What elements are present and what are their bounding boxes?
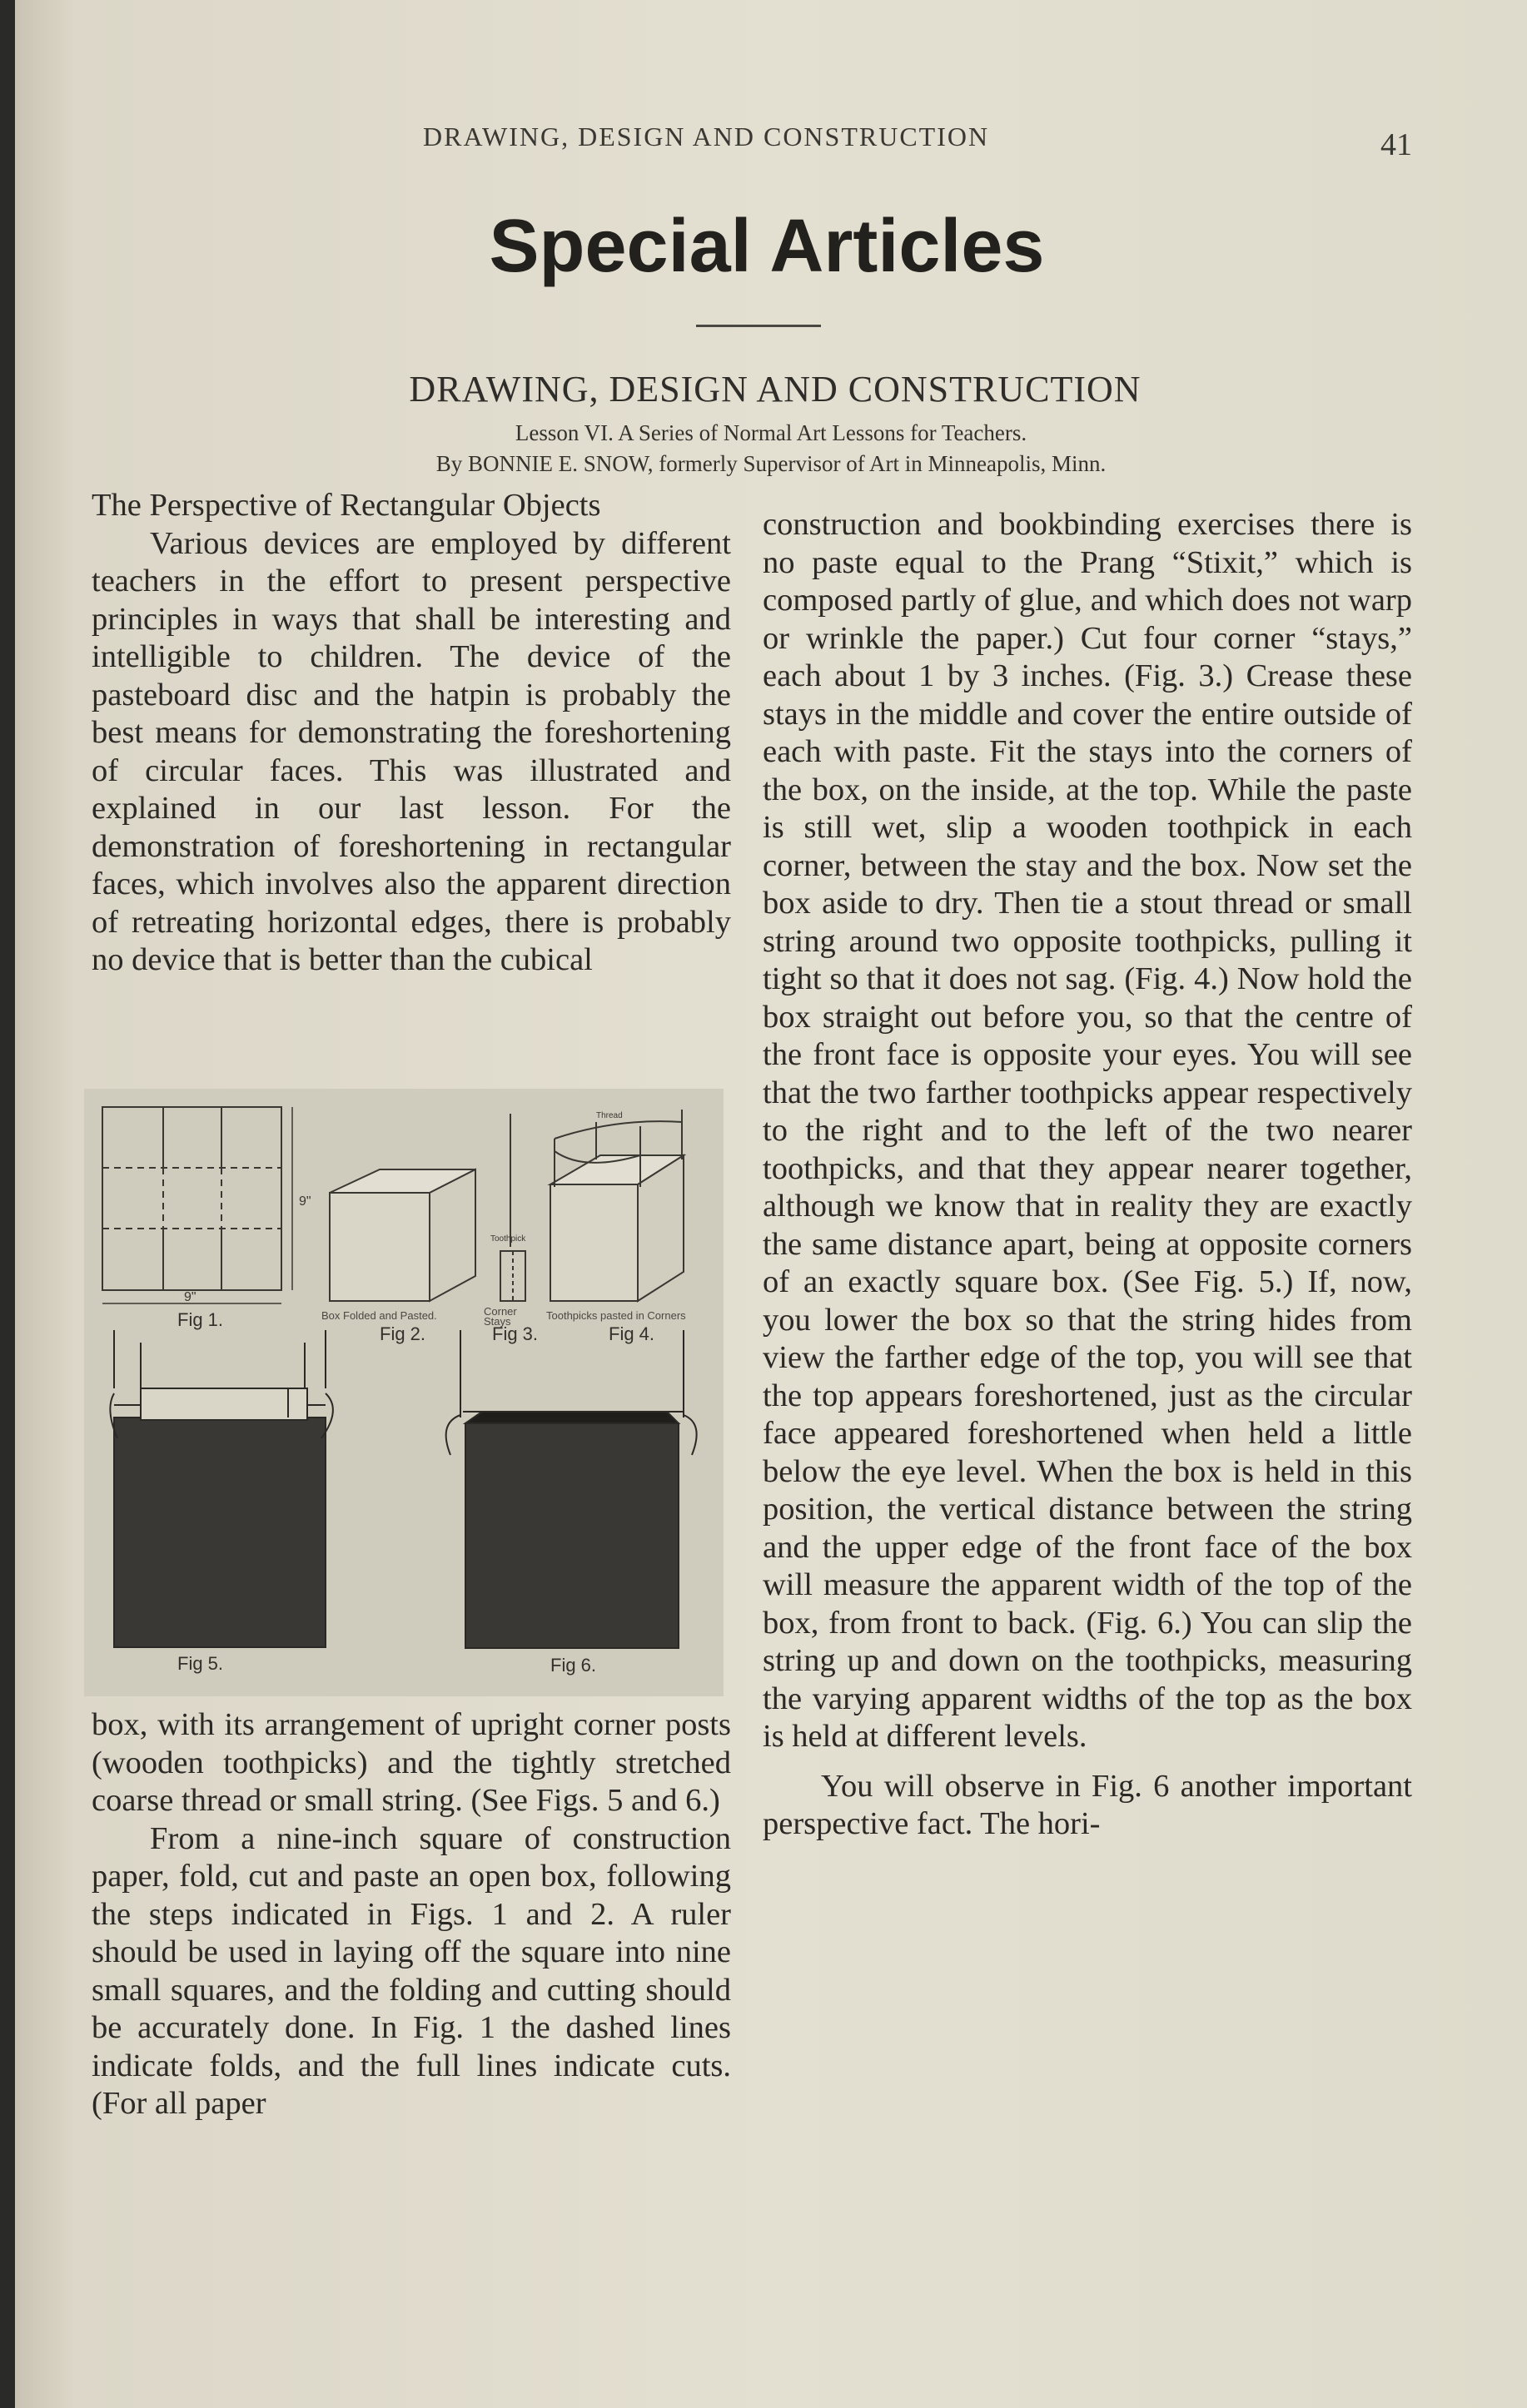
paragraph: From a nine-inch square of construction paper, fold, cut and paste an open box, following the steps indicated in Figs. 1 and 2. A ruler should be used in laying off the square into nine small squares, and the folding and cutting should be accurately done. In Fig. 1 the dashed lines indicate folds, and the full lines indicate cuts. (For all paper bbox=[92, 1820, 731, 2121]
page bbox=[15, 0, 1527, 2408]
column-right bbox=[763, 506, 1412, 1844]
fig3-label: Fig 3. bbox=[492, 1323, 539, 1344]
paragraph: box, with its arrangement of upright corner posts (wooden toothpicks) and the tightly stretched coarse thread or small string. (See Figs. 5 and 6.) bbox=[92, 1707, 731, 1818]
paragraph: You will observe in Fig. 6 another important perspective fact. The hori- bbox=[763, 1768, 1412, 1841]
fig5-box bbox=[110, 1330, 333, 1647]
fig4-caption: Toothpicks pasted in Corners bbox=[546, 1309, 686, 1322]
fig2-caption: Box Folded and Pasted. bbox=[321, 1309, 437, 1322]
byline: By BONNIE E. SNOW, formerly Supervisor of Art in Minneapolis, Minn. bbox=[435, 451, 1107, 476]
article-title: DRAWING, DESIGN AND CONSTRUCTION bbox=[409, 369, 1142, 410]
dim-label-bottom: 9" bbox=[184, 1290, 196, 1304]
column-left-bottom bbox=[92, 1706, 731, 2123]
paragraph: construction and bookbinding exercises there is no paste equal to the Prang “Stixit,” which is composed partly of glue, and which does not warp or wrinkle the paper.) Cut four corner “stays,” each about 1 by 3 inches. (Fig. 3.) Crease these stays in the middle and cover the entire outside of each with paste. Fit the stays into the corners of the box, on the inside, at the top. While the paste is still wet, slip a wooden toothpick in each corner, between the stay and the box. Now set the box aside to dry. Then tie a stout thread or small string around two opposite toothpicks, pulling it tight so that it does not sag. (Fig. 4.) Now hold the box straight out before you, so that the centre of the front face is opposite your eyes. You will see that the two farther toothpicks appear respectively to the right and to the left of the two nearer toothpicks, and that they appear nearer together, although we know that in reality they are exactly the same distance apart, being at opposite corners of an exactly square box. (See Fig. 5.) If, now, you lower the box so that the string hides from view the farther edge of the top, you will see that the top appears foreshortened, just as the circular face appeared foreshortened when held a little below the eye level. When the box is held in this position, the vertical distance between the string and the upper edge of the front face of the box will measure the apparent width of the top of the box, from front to back. (Fig. 6.) You can slip the string up and down on the toothpicks, measuring the varying apparent widths of the top as the box is held at different levels. bbox=[763, 507, 1412, 1754]
illustration-figures bbox=[84, 1089, 724, 1696]
running-head: DRAWING, DESIGN AND CONSTRUCTION bbox=[423, 122, 990, 151]
divider-rule bbox=[696, 325, 821, 327]
fig3-stay bbox=[500, 1114, 525, 1301]
fig6-box bbox=[446, 1330, 697, 1648]
fig1-label: Fig 1. bbox=[177, 1309, 224, 1330]
toothpick-caption: Toothpick bbox=[490, 1234, 526, 1244]
fig4-box-thread bbox=[550, 1110, 684, 1301]
fig5-label: Fig 5. bbox=[177, 1653, 224, 1674]
paragraph: Various devices are employed by different teachers in the effort to present perspective principles in ways that shall be interesting and intelligible to children. The device of the pasteboard disc and the hatpin is probably the best means for demonstrating the foreshortening of circular faces. This was illustrated and explained in our last lesson. For the demonstration of foreshortening in rectangular faces, which involves also the apparent direction of retreating horizontal edges, there is probably no device that is better than the cubical bbox=[92, 525, 731, 977]
fig2-box bbox=[330, 1169, 475, 1301]
dim-label-side: 9" bbox=[299, 1194, 311, 1209]
fig6-label: Fig 6. bbox=[550, 1655, 597, 1676]
column-left-top bbox=[92, 487, 731, 980]
thread-caption: Thread bbox=[596, 1111, 623, 1120]
fig2-label: Fig 2. bbox=[380, 1323, 426, 1344]
fig4-label: Fig 4. bbox=[609, 1323, 655, 1344]
figures-drawing bbox=[84, 1089, 724, 1696]
fig3-caption: Corner Stays bbox=[484, 1305, 517, 1328]
lesson-line: Lesson VI. A Series of Normal Art Lessons for Teachers. bbox=[515, 420, 1027, 445]
page-number: 41 bbox=[1380, 127, 1412, 162]
section-title: Special Articles bbox=[489, 205, 1045, 288]
fig1-pattern bbox=[102, 1107, 292, 1303]
subheading: The Perspective of Rectangular Objects bbox=[92, 488, 601, 523]
